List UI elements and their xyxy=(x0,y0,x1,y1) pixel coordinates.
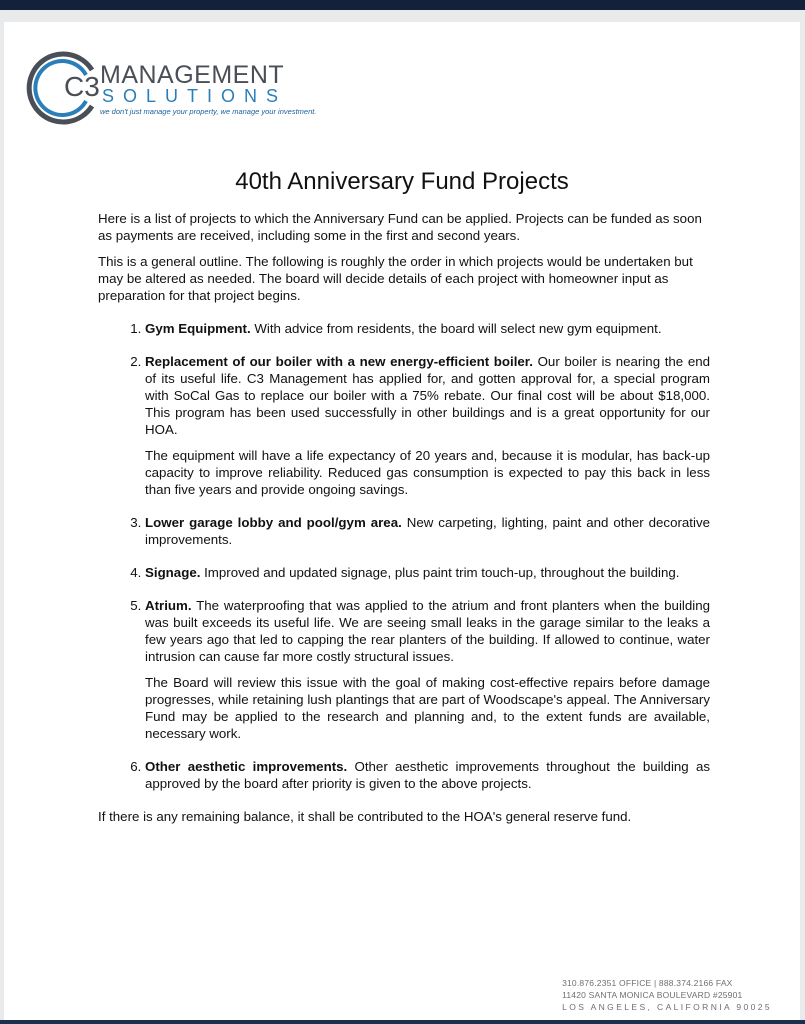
project-text: The Board will review this issue with the goal of making cost-effective repairs before damage progresses, while retaining lush plantings that are part of Woodscape's appeal. The Anniversary Fund may be applied to the research and planning and, to the extent funds are available, necessary work. xyxy=(145,675,710,741)
page-title: 40th Anniversary Fund Projects xyxy=(235,168,569,195)
project-text: Other aesthetic improvements throughout the building as approved by the board after priority is given to the above projects. xyxy=(145,759,710,791)
project-heading: Replacement of our boiler with a new energy-efficient boiler. xyxy=(145,354,533,369)
company-logo xyxy=(26,48,356,128)
project-text: The equipment will have a life expectancy of 20 years and, because it is modular, has back-up capacity to improve reliability. Reduced gas consumption is expected to pay this back in less than five years and provide ongoing savings. xyxy=(145,448,710,497)
project-list xyxy=(98,320,710,792)
project-item-garage-lobby xyxy=(145,514,710,548)
project-heading: Atrium. xyxy=(145,598,192,613)
project-text: The waterproofing that was applied to the atrium and front planters when the building was built exceeds its useful life. We are seeing small leaks in the garage similar to the leaks a few years ago that led to capping the rear planters of the building. If allowed to continue, water intrusion can cause far more costly structural issues. xyxy=(145,598,710,664)
project-text: Improved and updated signage, plus paint trim touch-up, throughout the building. xyxy=(200,565,680,580)
footer-street-address: 11420 SANTA MONICA BOULEVARD #25901 xyxy=(562,990,743,1000)
project-item-atrium xyxy=(145,597,710,742)
intro-paragraph-2: This is a general outline. The following is roughly the order in which projects would be undertaken but may be altered as needed. The board will decide details of each project with homeowner input as preparation for that project begins. xyxy=(98,254,693,303)
project-text: With advice from residents, the board will select new gym equipment. xyxy=(250,321,662,336)
closing-paragraph: If there is any remaining balance, it shall be contributed to the HOA's general reserve fund. xyxy=(98,809,632,824)
document-page xyxy=(4,22,800,1022)
top-bar xyxy=(0,0,805,10)
bottom-bar xyxy=(0,1020,805,1024)
project-item-boiler xyxy=(145,353,710,498)
project-text: Our boiler is nearing the end of its useful life. C3 Management has applied for, and gotten approval for, a special program with SoCal Gas to replace our boiler with a 75% rebate. Our final cost will be about $18,000. This program has been used successfully in other buildings and is a great opportunity for our HOA. xyxy=(145,354,711,437)
logo-tagline: we don't just manage your property, we manage your investment. xyxy=(100,107,317,116)
document-body xyxy=(98,210,710,834)
logo-management-text: MANAGEMENT xyxy=(100,61,285,89)
contact-footer xyxy=(562,977,772,1013)
intro-paragraph-1: Here is a list of projects to which the Anniversary Fund can be applied. Projects can be funded as soon as payments are received, including some in the first and second years. xyxy=(98,211,702,243)
project-heading: Gym Equipment. xyxy=(145,321,251,336)
project-heading: Lower garage lobby and pool/gym area. xyxy=(145,515,402,530)
project-item-signage xyxy=(145,564,710,581)
footer-city-address: LOS ANGELES, CALIFORNIA 90025 xyxy=(562,1002,772,1012)
logo-solutions-text: SOLUTIONS xyxy=(102,86,288,106)
project-heading: Other aesthetic improvements. xyxy=(145,759,348,774)
logo-mark-text: C3 xyxy=(64,71,100,102)
project-item-aesthetic xyxy=(145,758,710,792)
project-heading: Signage. xyxy=(145,565,201,580)
project-text: New carpeting, lighting, paint and other decorative improvements. xyxy=(145,515,710,547)
c3-logo-mark-icon xyxy=(26,48,106,128)
project-item-gym xyxy=(145,320,710,337)
footer-phone-fax: 310.876.2351 OFFICE | 888.374.2166 FAX xyxy=(562,978,733,988)
